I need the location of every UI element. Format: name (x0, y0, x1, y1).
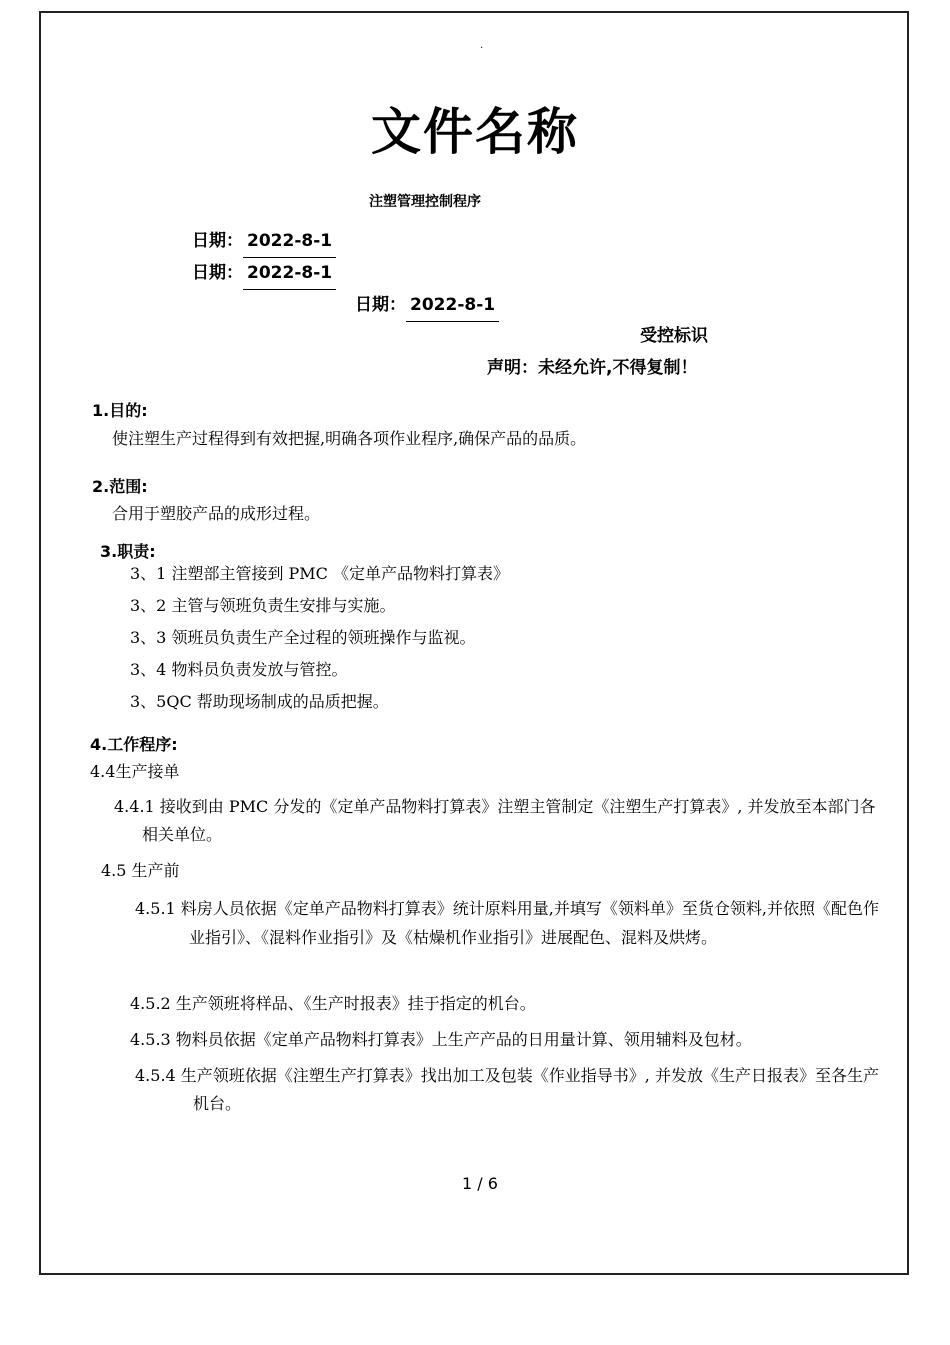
duty-item: 3、5QC 帮助现场制成的品质把握。 (130, 692, 389, 711)
section-4-4-1: 4.4.1 接收到由 PMC 分发的《定单产品物料打算表》注塑主管制定《注塑生产打算表》, 并发放至本部门各相关单位。 (114, 797, 876, 844)
date-label: 日期： (355, 295, 406, 315)
date-label: 日期： (192, 263, 243, 283)
section-4-5-3: 4.5.3 物料员依据《定单产品物料打算表》上生产产品的日用量计算、领用辅料及包材。 (130, 1030, 752, 1049)
duty-item: 3、4 物料员负责发放与管控。 (130, 660, 348, 679)
date-value: 2022-8-1 (406, 295, 499, 322)
section-4-5-1: 4.5.1 料房人员依据《定单产品物料打算表》统计原料用量,并填写《领料单》至货仓领料,并依照《配色作业指引》、《混料作业指引》及《枯燥机作业指引》进展配色、混料及烘烤。 (135, 899, 879, 947)
section-4-5-title: 4.5 生产前 (101, 861, 180, 880)
date-label: 日期： (192, 231, 243, 251)
page-number: 1 / 6 (462, 1174, 498, 1193)
date-value: 2022-8-1 (243, 231, 336, 258)
document-title: 文件名称 (371, 103, 579, 161)
header-dot: . (480, 40, 484, 51)
scope-heading: 2.范围: (92, 477, 148, 496)
section-4-5-2: 4.5.2 生产领班将样品、《生产时报表》挂于指定的机台。 (130, 994, 536, 1013)
duty-item: 3、3 领班员负责生产全过程的领班操作与监视。 (130, 628, 476, 647)
document-subtitle: 注塑管理控制程序 (369, 194, 481, 210)
section-4-5-4: 4.5.4 生产领班依据《注塑生产打算表》找出加工及包装《作业指导书》, 并发放《生产日报表》至各生产机台。 (135, 1066, 879, 1113)
duty-item: 3、1 注塑部主管接到 PMC 《定单产品物料打算表》 (130, 564, 510, 583)
copy-statement: 声明：未经允许,不得复制！ (487, 358, 698, 378)
scope-text: 合用于塑胶产品的成形过程。 (112, 504, 321, 523)
date-value: 2022-8-1 (243, 263, 336, 290)
purpose-heading: 1.目的: (92, 401, 148, 420)
date-row-1 (192, 226, 336, 258)
duties-heading: 3.职责: (100, 542, 156, 561)
purpose-text: 使注塑生产过程得到有效把握,明确各项作业程序,确保产品的品质。 (112, 429, 587, 448)
section-4-4-title: 4.4生产接单 (90, 762, 180, 781)
procedure-heading: 4.工作程序: (90, 735, 178, 754)
date-row-3 (355, 290, 499, 322)
date-row-2 (192, 258, 336, 290)
duty-item: 3、2 主管与领班负责生安排与实施。 (130, 596, 396, 615)
controlled-mark: 受控标识 (640, 326, 708, 346)
